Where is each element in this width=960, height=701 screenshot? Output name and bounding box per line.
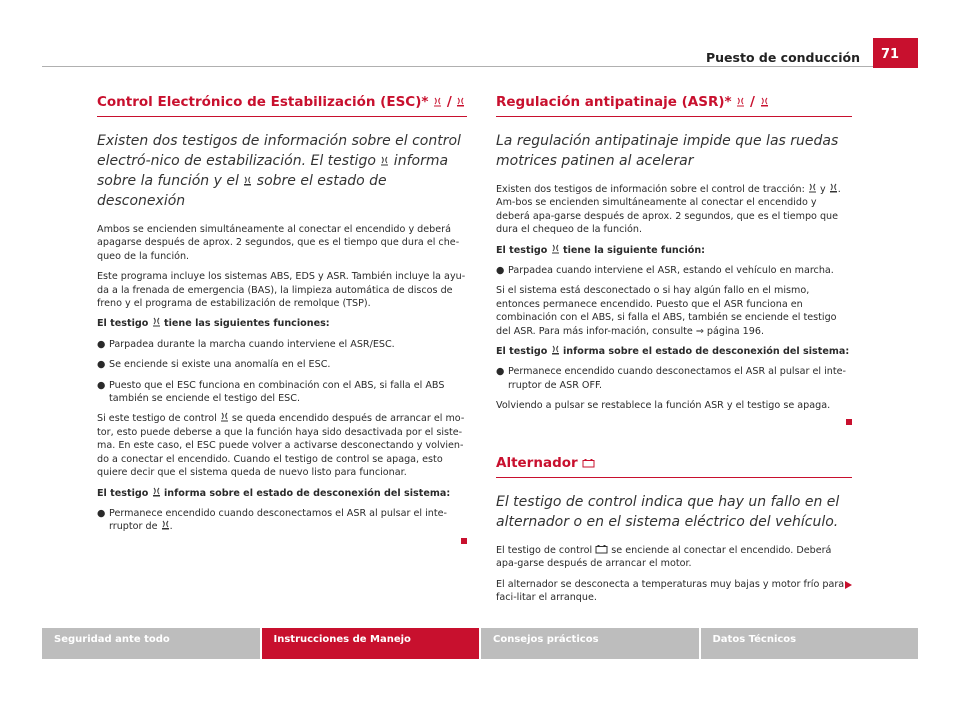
right-column [496,94,852,611]
esc-warning-icon [220,412,229,422]
asr-paragraph-1: Existen dos testigos de información sobre el control de tracción: y . Am-bos se encienden simultáneamente al conectar el encendido y deberá apa-garse después de aprox. 2 segundos, que es el tiempo que dura el chequeo de la función. [496,184,841,236]
asr-lead: La regulación antipatinaje impide que las ruedas motrices patinen al acelerar [496,133,839,169]
esc-section-title: Control Electrónico de Estabilización (ESC)* / [97,94,467,117]
asr-paragraph-2: Si el sistema está desconectado o si hay algún fallo en el mismo, entonces permanece encendido. Puesto que el ASR funciona en combinación con el ABS, si falla el ABS, también se enciende el testigo del ASR. Para más infor-mación, consulte ⇒ página 196. [496,285,837,337]
tab-consejos[interactable]: Consejos prácticos [481,628,699,659]
running-header: Puesto de conducción [705,50,860,65]
list-item: ● Parpadea durante la marcha cuando interviene el ASR/ESC. [97,338,395,350]
tab-instrucciones[interactable]: Instrucciones de Manejo [262,628,480,659]
page-number: 71 [873,38,918,68]
tab-datos[interactable]: Datos Técnicos [701,628,919,659]
esc-off-icon [152,487,161,497]
asr-paragraph-3: Volviendo a pulsar se restablece la función ASR y el testigo se apaga. [496,400,831,412]
footer-tabs [42,628,918,659]
alternator-paragraph-2: El alternador se desconecta a temperaturas muy bajas y motor frío para faci-litar el arranque. [496,578,852,605]
esc-paragraph-1: Ambos se encienden simultáneamente al conectar el encendido y deberá apagarse después de aprox. 2 segundos, que es el tiempo que dura el che-queo de la función. [97,224,460,262]
esc-warning-icon [380,152,389,162]
esc-warning-icon [808,183,817,193]
esc-off-icon [829,183,838,193]
esc-paragraph-3: Si este testigo de control se queda encendido después de arrancar el mo-tor, esto puede deberse a que la función haya sido desactivada por el siste-ma. En este caso, el ESC puede volver a activarse desconectando y volvien-do a conectar el encendido. Cuando el testigo de control se apaga, esto quiere decir que el sistema queda de nuevo listo para funcionar. [97,413,465,479]
esc-off-icon [551,345,560,355]
asr-function-heading: El testigo tiene la siguiente función: [496,244,705,256]
asr-off-heading: El testigo informa sobre el estado de desconexión del sistema: [496,346,850,358]
esc-off-icon [161,520,170,530]
list-item: ● Puesto que el ESC funciona en combinación con el ABS, si falla el ABS también se enciende el testigo del ESC. [97,379,445,405]
esc-warning-icon [736,95,745,105]
list-item: ● Permanece encendido cuando desconectamos el ASR al pulsar el inte-rruptor de . [97,507,447,533]
asr-section-title: Regulación antipatinaje (ASR)* / [496,94,852,117]
esc-paragraph-2: Este programa incluye los sistemas ABS, EDS y ASR. También incluye la ayu-da a la frenada de emergencia (BAS), la limpieza automática de discos de freno y el programa de estabilización de remolque (TSP). [97,271,466,310]
alternator-section-title: Alternador [496,455,852,478]
battery-icon [582,456,595,466]
esc-warning-icon [433,95,442,105]
tab-seguridad[interactable]: Seguridad ante todo [42,628,260,659]
esc-off-icon [760,95,769,105]
alternator-lead: El testigo de control indica que hay un fallo en el alternador o en el sistema eléctrico del vehículo. [496,493,840,530]
esc-lead: Existen dos testigos de información sobre el control electró-nico de estabilización. El testigo informa sobre la función y el sobre el estado de desconexión [97,133,461,209]
header-rule [42,66,918,67]
esc-functions-heading: El testigo tiene las siguientes funciones: [97,318,330,330]
list-item: ● Se enciende si existe una anomalía en el ESC. [97,359,331,371]
section-end-mark [461,538,467,544]
esc-warning-icon [152,317,161,327]
left-column [97,94,467,548]
continue-arrow-icon [845,581,852,589]
esc-off-icon [243,172,252,182]
esc-warning-icon [551,244,560,254]
section-end-mark [846,419,852,425]
battery-icon [595,544,608,554]
alternator-paragraph-1: El testigo de control se enciende al conectar el encendido. Deberá apa-garse después de arrancar el motor. [496,544,832,570]
esc-off-heading: El testigo informa sobre el estado de desconexión del sistema: [97,487,451,499]
list-item: ● Parpadea cuando interviene el ASR, estando el vehículo en marcha. [496,265,834,277]
esc-off-icon [456,95,465,105]
list-item: ● Permanece encendido cuando desconectamos el ASR al pulsar el inte-rruptor de ASR OFF. [496,366,846,391]
